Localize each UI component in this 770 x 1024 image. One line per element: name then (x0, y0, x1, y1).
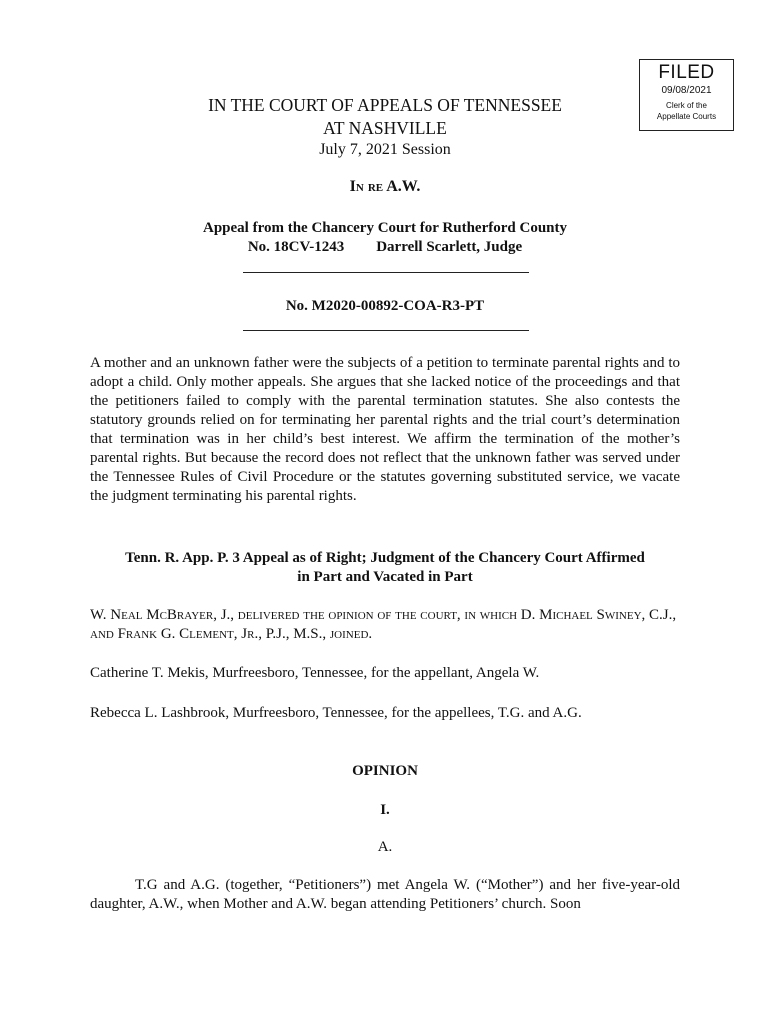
section-heading: I. (380, 802, 390, 818)
divider-rule-bottom (243, 330, 529, 331)
opinion-paragraph: T.G and A.G. (together, “Petitioners”) met Angela W. (“Mother”) and her five-year-old daughter, A.W., when Mother and A.W. began attending Petitioners’ church. Soon (90, 877, 680, 912)
trial-case-number: No. 18CV-1243 (247, 239, 345, 255)
trial-judge: Darrell Scarlett, Judge (376, 239, 523, 255)
court-name: IN THE COURT OF APPEALS OF TENNESSEE (208, 95, 562, 115)
filed-stamp-clerk: Clerk of the (666, 101, 707, 110)
case-summary: A mother and an unknown father were the subjects of a petition to terminate parental rights and to adopt a child. Only mother appeals. She argues that she lacked notice of the proceedings and that the petitioners failed to comply with the parental termination statutes. She also contests the statutory grounds relied on for terminating her parental rights and the trial court’s determination that termination was in her child’s best interest. We affirm the termination of the mother’s parental rights. But because the record does not reflect that the unknown father was served under the Tennessee Rules of Civil Procedure or the statutes governing substituted service, we vacate the judgment terminating his parental rights. (90, 355, 680, 504)
case-title: In re A.W. (349, 178, 421, 195)
authorship: W. Neal McBrayer, J., delivered the opinion of the court, in which D. Michael Swiney, C.J., and Frank G. Clement, Jr., P.J., M.S., joined. (90, 607, 677, 642)
opinion-heading: OPINION (352, 763, 418, 779)
appeal-from: Appeal from the Chancery Court for Rutherford County (203, 220, 567, 236)
disposition-line-2: in Part and Vacated in Part (297, 569, 473, 585)
court-location: AT NASHVILLE (323, 118, 447, 138)
filed-stamp-date: 09/08/2021 (661, 85, 712, 96)
filed-stamp-courts: Appellate Courts (656, 112, 717, 121)
counsel-appellant: Catherine T. Mekis, Murfreesboro, Tennessee, for the appellant, Angela W. (90, 665, 540, 681)
divider-rule-top (243, 272, 529, 273)
appellate-case-number: No. M2020-00892-COA-R3-PT (285, 298, 485, 314)
counsel-appellees: Rebecca L. Lashbrook, Murfreesboro, Tennessee, for the appellees, T.G. and A.G. (90, 705, 582, 721)
session-date: July 7, 2021 Session (319, 141, 451, 158)
subsection-heading: A. (377, 839, 393, 855)
filed-stamp-title: FILED (658, 62, 715, 83)
trial-case-line (0, 239, 770, 256)
disposition-line-1: Tenn. R. App. P. 3 Appeal as of Right; Judgment of the Chancery Court Affirmed (125, 550, 645, 566)
